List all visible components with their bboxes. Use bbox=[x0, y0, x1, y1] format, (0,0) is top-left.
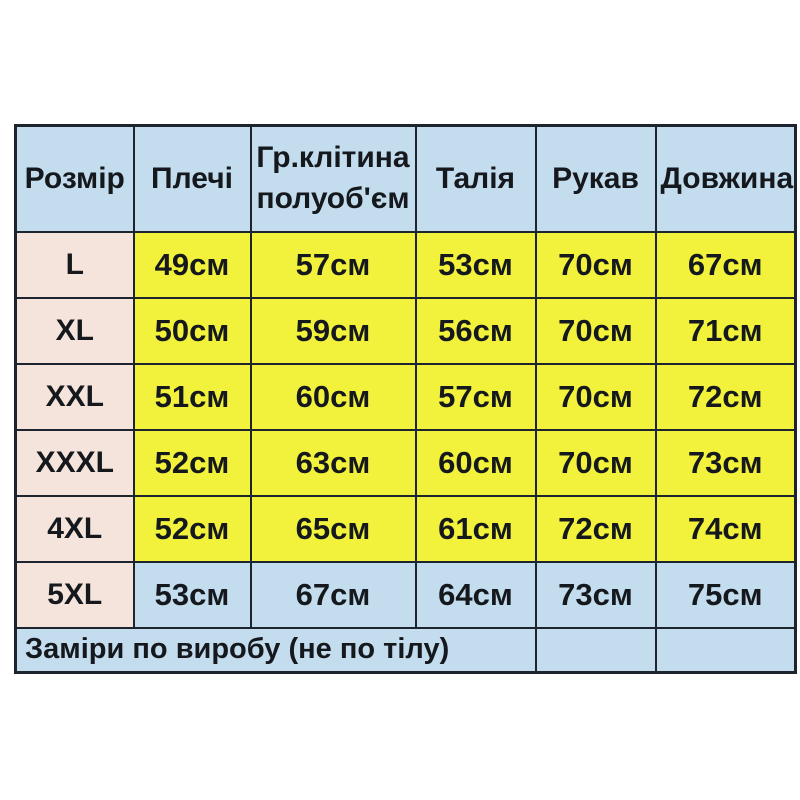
data-cell-XXL-length: 72см bbox=[656, 364, 796, 430]
data-cell-L-length: 67см bbox=[656, 232, 796, 298]
size-cell-L: L bbox=[16, 232, 134, 298]
data-cell-4XL-chest: 65см bbox=[251, 496, 416, 562]
data-cell-XL-shoulders: 50см bbox=[134, 298, 251, 364]
data-cell-XL-waist: 56см bbox=[416, 298, 536, 364]
table-row-4XL bbox=[16, 496, 796, 562]
data-cell-4XL-length: 74см bbox=[656, 496, 796, 562]
size-cell-XXL: XXL bbox=[16, 364, 134, 430]
size-cell-XXXL: XXXL bbox=[16, 430, 134, 496]
data-cell-4XL-sleeve: 72см bbox=[536, 496, 656, 562]
data-cell-XL-chest: 59см bbox=[251, 298, 416, 364]
size-chart bbox=[14, 124, 794, 674]
header-cell-chest: Гр.клітина полуоб'єм bbox=[251, 126, 416, 232]
size-chart-table bbox=[14, 124, 797, 674]
data-cell-XXXL-chest: 63см bbox=[251, 430, 416, 496]
header-cell-sleeve: Рукав bbox=[536, 126, 656, 232]
data-cell-4XL-shoulders: 52см bbox=[134, 496, 251, 562]
size-cell-XL: XL bbox=[16, 298, 134, 364]
data-cell-XL-sleeve: 70см bbox=[536, 298, 656, 364]
header-row bbox=[16, 126, 796, 232]
header-cell-size: Розмір bbox=[16, 126, 134, 232]
data-cell-XXXL-shoulders: 52см bbox=[134, 430, 251, 496]
footer-empty-cell-sleeve bbox=[536, 628, 656, 673]
data-cell-5XL-waist: 64см bbox=[416, 562, 536, 628]
table-body bbox=[16, 232, 796, 673]
footer-empty-cell-length bbox=[656, 628, 796, 673]
data-cell-XXL-sleeve: 70см bbox=[536, 364, 656, 430]
data-cell-XXL-waist: 57см bbox=[416, 364, 536, 430]
data-cell-4XL-waist: 61см bbox=[416, 496, 536, 562]
data-cell-L-chest: 57см bbox=[251, 232, 416, 298]
data-cell-XXXL-waist: 60см bbox=[416, 430, 536, 496]
footer-row bbox=[16, 628, 796, 673]
table-row-5XL bbox=[16, 562, 796, 628]
table-row-XXL bbox=[16, 364, 796, 430]
header-cell-length: Довжина bbox=[656, 126, 796, 232]
header-cell-waist: Талія bbox=[416, 126, 536, 232]
table-header bbox=[16, 126, 796, 232]
data-cell-L-waist: 53см bbox=[416, 232, 536, 298]
footer-note: Заміри по виробу (не по тілу) bbox=[16, 628, 536, 673]
table-row-XXXL bbox=[16, 430, 796, 496]
data-cell-5XL-shoulders: 53см bbox=[134, 562, 251, 628]
size-cell-4XL: 4XL bbox=[16, 496, 134, 562]
data-cell-XL-length: 71см bbox=[656, 298, 796, 364]
table-row-L bbox=[16, 232, 796, 298]
table-row-XL bbox=[16, 298, 796, 364]
header-cell-shoulders: Плечі bbox=[134, 126, 251, 232]
data-cell-5XL-length: 75см bbox=[656, 562, 796, 628]
data-cell-XXL-shoulders: 51см bbox=[134, 364, 251, 430]
data-cell-5XL-sleeve: 73см bbox=[536, 562, 656, 628]
data-cell-L-shoulders: 49см bbox=[134, 232, 251, 298]
data-cell-XXXL-sleeve: 70см bbox=[536, 430, 656, 496]
size-cell-5XL: 5XL bbox=[16, 562, 134, 628]
data-cell-L-sleeve: 70см bbox=[536, 232, 656, 298]
data-cell-XXXL-length: 73см bbox=[656, 430, 796, 496]
data-cell-XXL-chest: 60см bbox=[251, 364, 416, 430]
data-cell-5XL-chest: 67см bbox=[251, 562, 416, 628]
